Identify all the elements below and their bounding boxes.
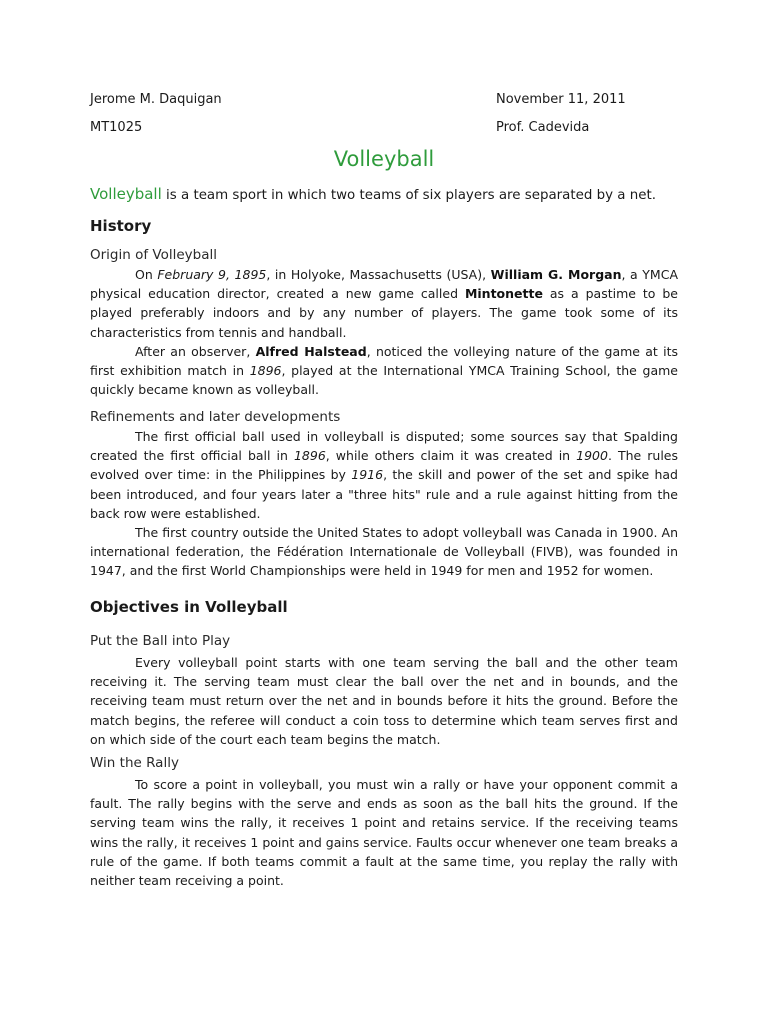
origin-paragraph-1: On February 9, 1895, in Holyoke, Massachusetts (USA), William G. Morgan, a YMCA physical education director, created a new game called Mintonette as a pastime to be played preferably indoors and by any number of players. The game took some of its characteristics from tennis and handball. bbox=[90, 267, 678, 340]
refinements-heading: Refinements and later developments bbox=[90, 409, 341, 425]
rally-paragraph: To score a point in volleyball, you must win a rally or have your opponent commit a fault. The rally begins with the serve and ends as soon as the ball hits the ground. If the serving team wins the rally, it receives 1 point and retains service. If the receiving teams wins the rally, it receives 1 point and gains service. Faults occur whenever one team breaks a rule of the game. If both teams commit a fault at the same time, you replay the rally with neither team receiving a point. bbox=[90, 777, 678, 889]
year-1896: 1896 bbox=[249, 363, 282, 379]
game-mintonette: Mintonette bbox=[464, 286, 543, 302]
document-title: Volleyball bbox=[333, 147, 435, 171]
refinements-paragraph-2: The first country outside the United States to adopt volleyball was Canada in 1900. An international federation, the Fédération Internationale de Volleyball (FIVB), was founded in 1947, and the first World Championships were held in 1949 for men and 1952 for women. bbox=[90, 525, 678, 579]
rally-heading: Win the Rally bbox=[90, 755, 179, 771]
document-date: November 11, 2011 bbox=[496, 92, 626, 107]
person-morgan: William G. Morgan bbox=[490, 267, 622, 282]
play-heading: Put the Ball into Play bbox=[90, 633, 231, 649]
course-code: MT1025 bbox=[90, 120, 143, 135]
play-paragraph: Every volleyball point starts with one team serving the ball and the other team receiving it. The serving team must clear the ball over the net and in bounds, and the receiving team must return over the net and in bounds before it hits the ground. Before the match begins, the referee will conduct a coin toss to determine which team serves first and on which side of the court each team begins the match. bbox=[90, 655, 678, 747]
refinements-section bbox=[90, 427, 678, 581]
origin-section bbox=[90, 265, 678, 399]
professor-name: Prof. Cadevida bbox=[496, 120, 590, 135]
objectives-heading: Objectives in Volleyball bbox=[90, 598, 288, 616]
origin-paragraph-2: After an observer, Alfred Halstead, noticed the volleying nature of the game at its first exhibition match in 1896, played at the International YMCA Training School, the game quickly became known as volleyball. bbox=[90, 343, 678, 398]
rally-section bbox=[90, 775, 678, 890]
intro-text: is a team sport in which two teams of six players are separated by a net. bbox=[161, 188, 656, 203]
author-name: Jerome M. Daquigan bbox=[90, 92, 222, 107]
intro-sentence bbox=[90, 183, 690, 207]
play-section bbox=[90, 653, 678, 749]
date-1895: February 9, 1895 bbox=[157, 267, 267, 282]
person-halstead: Alfred Halstead bbox=[255, 343, 367, 359]
history-heading: History bbox=[90, 217, 152, 235]
origin-heading: Origin of Volleyball bbox=[90, 247, 217, 263]
refinements-paragraph-1: The first official ball used in volleyball is disputed; some sources say that Spalding created the first official ball in 1896, while others claim it was created in 1900. The rules evolved over time: in the Philippines by 1916, the skill and power of the set and spike had been introduced, and four years later a "three hits" rule and a rule against hitting from the back row were established. bbox=[90, 429, 678, 521]
intro-keyword: Volleyball bbox=[90, 185, 162, 203]
